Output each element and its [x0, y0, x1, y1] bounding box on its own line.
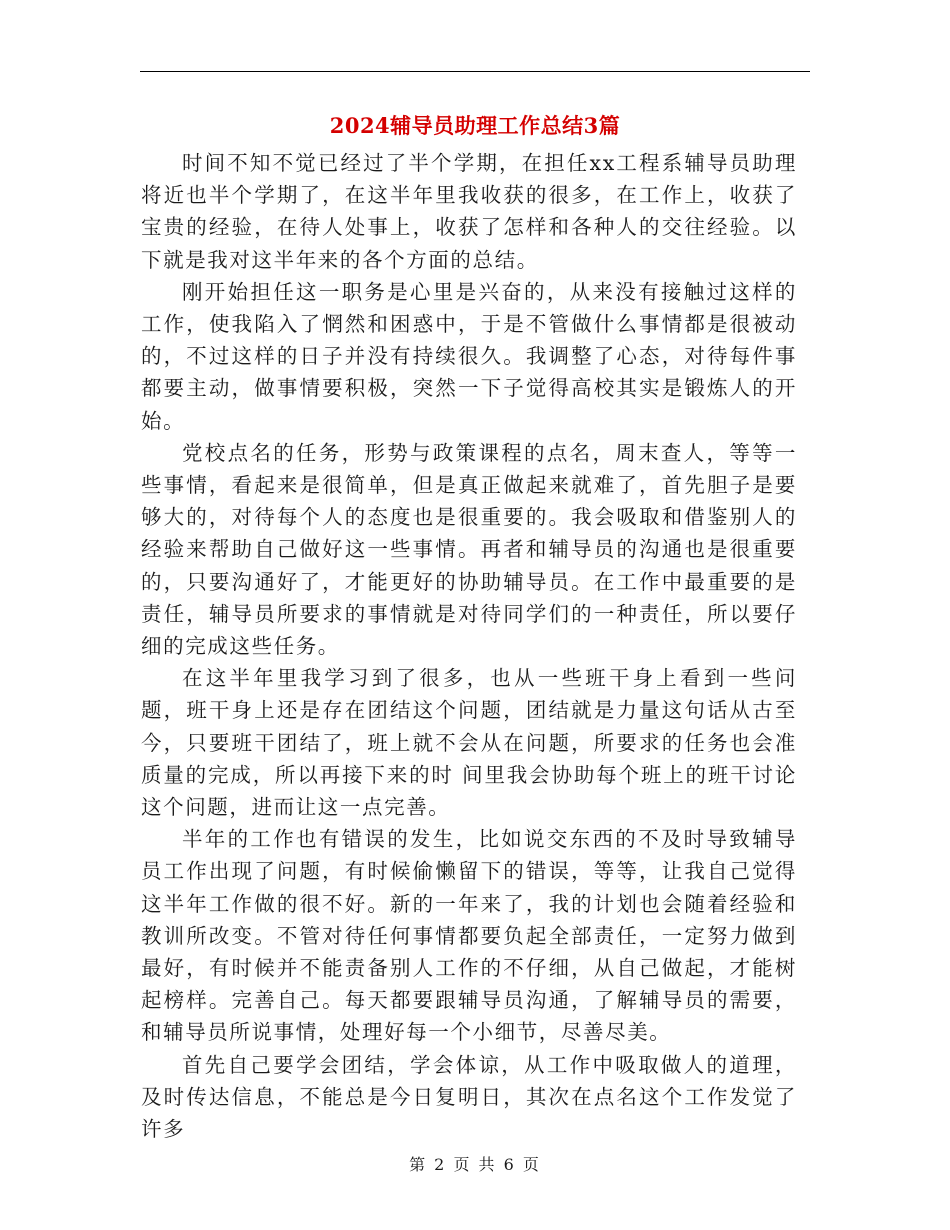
document-body — [141, 147, 797, 1145]
paragraph-6: 首先自己要学会团结，学会体谅，从工作中吸取做人的道理，及时传达信息，不能总是今日复明日，其次在点名这个工作发觉了许多 — [141, 1052, 797, 1142]
page-number: 第 2 页 共 6 页 — [409, 1155, 541, 1174]
header-rule — [140, 71, 810, 72]
document-title: 2024辅导员助理工作总结3篇 — [329, 113, 621, 138]
paragraph-5: 半年的工作也有错误的发生，比如说交东西的不及时导致辅导员工作出现了问题，有时候偷懒留下的错误，等等，让我自己觉得这半年工作做的很不好。新的一年来了，我的计划也会随着经验和教训所改变。不管对待任何事情都要负起全部责任，一定努力做到最好，有时候并不能责备别人工作的不仔细，从自己做起，才能树起榜样。完善自己。每天都要跟辅导员沟通，了解辅导员的需要，和辅导员所说事情，处理好每一个小细节，尽善尽美。 — [141, 827, 797, 1045]
paragraph-4: 在这半年里我学习到了很多，也从一些班干身上看到一些问题，班干身上还是存在团结这个问题，团结就是力量这句话从古至今，只要班干团结了，班上就不会从在问题，所要求的任务也会准质量的完成，所以再接下来的时 间里我会协助每个班上的班干讨论这个问题，进而让这一点完善。 — [141, 666, 797, 820]
paragraph-1: 时间不知不觉已经过了半个学期，在担任xx工程系辅导员助理将近也半个学期了，在这半年里我收获的很多，在工作上，收获了宝贵的经验，在待人处事上，收获了怎样和各种人的交往经验。以下就是我对这半年来的各个方面的总结。 — [141, 151, 797, 272]
paragraph-2: 刚开始担任这一职务是心里是兴奋的，从来没有接触过这样的工作，使我陷入了惘然和困惑中，于是不管做什么事情都是很被动的，不过这样的日子并没有持续很久。我调整了心态，对待每件事都要主动，做事情要积极，突然一下子觉得高校其实是锻炼人的开始。 — [141, 279, 797, 433]
paragraph-3: 党校点名的任务，形势与政策课程的点名，周末查人，等等一些事情，看起来是很简单，但是真正做起来就难了，首先胆子是要够大的，对待每个人的态度也是很重要的。我会吸取和借鉴别人的经验来帮助自己做好这一些事情。再者和辅导员的沟通也是很重要的，只要沟通好了，才能更好的协助辅导员。在工作中最重要的是责任，辅导员所要求的事情就是对待同学们的一种责任，所以要仔细的完成这些任务。 — [141, 440, 797, 659]
